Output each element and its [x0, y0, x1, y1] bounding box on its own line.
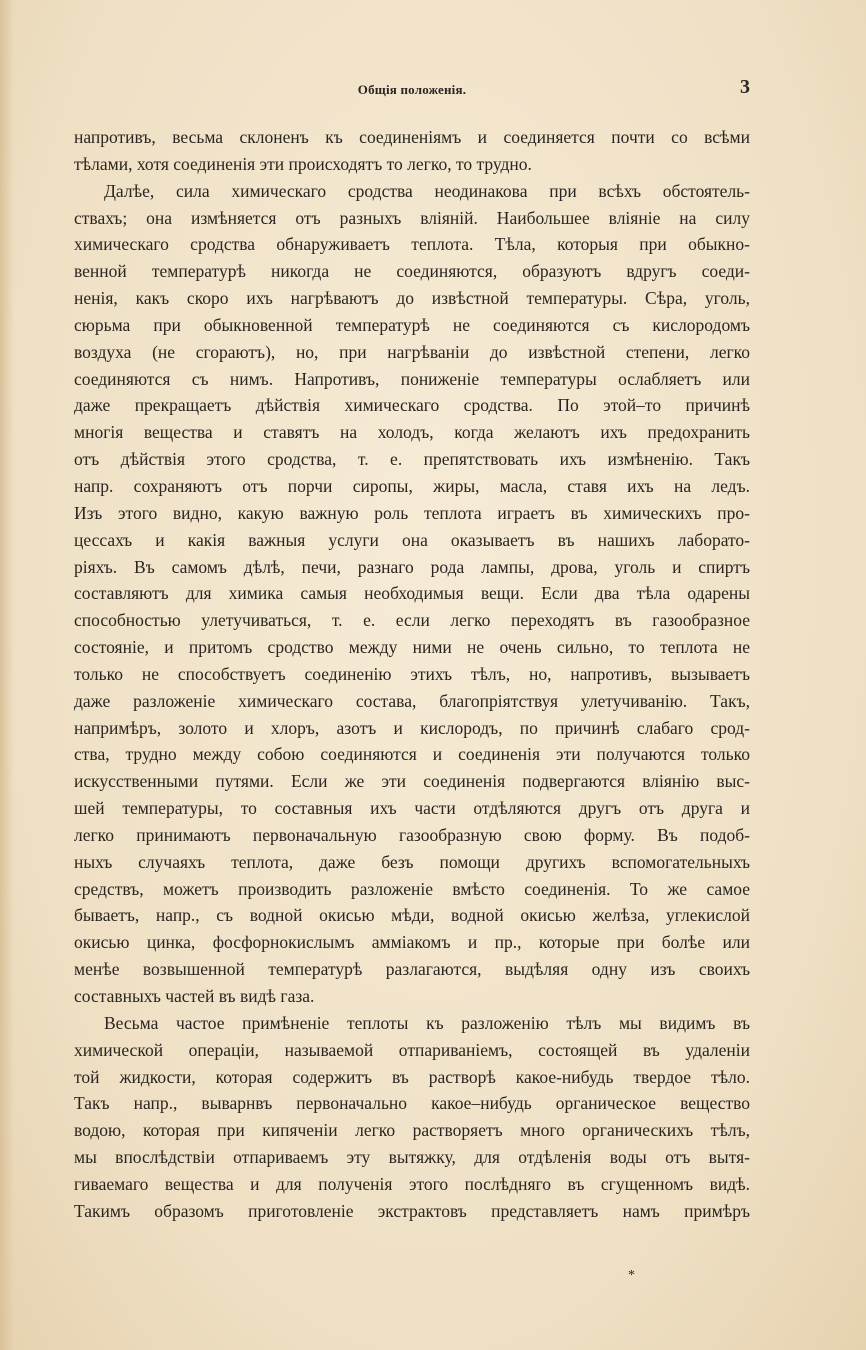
text-line: той жидкости, которая содержитъ въ растворѣ какое-нибудь твердое тѣло. — [74, 1066, 750, 1087]
paragraph-start-line: Весьма частое примѣненіе теплоты къ разложенію тѣлъ мы видимъ въ — [104, 1012, 750, 1033]
running-head: Общія положенія. — [357, 82, 467, 97]
text-line: бываетъ, напр., съ водной окисью мѣди, водной окисью желѣза, углекислой — [74, 905, 750, 926]
text-line: составныхъ частей въ видѣ газа. — [74, 986, 315, 1006]
text-line: отъ дѣйствія этого сродства, т. е. препятствовать ихъ измѣненію. Такъ — [74, 449, 750, 470]
text-line: венной температурѣ никогда не соединяются, образуютъ вдругъ соеди- — [74, 261, 750, 282]
text-line: мы впослѣдствіи отпариваемъ эту вытяжку, для отдѣленія воды отъ вытя- — [74, 1147, 750, 1168]
text-line: менѣе возвышенной температурѣ разлагаются, выдѣляя одну изъ своихъ — [74, 959, 750, 980]
text-line: напротивъ, весьма склоненъ къ соединеніямъ и соединяется почти со всѣми — [74, 127, 750, 147]
text-line: напр. сохраняютъ отъ порчи сиропы, жиры, масла, ставя ихъ на ледъ. — [74, 475, 750, 496]
text-line: даже прекращаетъ дѣйствія химическаго сродства. По этой–то причинѣ — [74, 395, 750, 416]
text-line: только не способствуетъ соединенію этихъ тѣлъ, но, напротивъ, вызываетъ — [74, 663, 750, 684]
text-line: водою, которая при кипяченіи легко растворяетъ много органическихъ тѣлъ, — [74, 1120, 750, 1141]
text-line: напримѣръ, золото и хлоръ, азотъ и кислородъ, по причинѣ слабаго срод- — [74, 717, 750, 738]
text-line: ства, трудно между собою соединяются и соединенія эти получаются только — [74, 744, 750, 765]
text-line: состояніе, и притомъ сродство между ними не очень сильно, то теплота не — [74, 637, 750, 658]
text-line: воздуха (не сгораютъ), но, при нагрѣваніи до извѣстной степени, легко — [74, 341, 750, 362]
text-line: легко принимаютъ первоначальную газообразную свою форму. Въ подоб- — [74, 824, 750, 845]
text-line: ненія, какъ скоро ихъ нагрѣваютъ до извѣстной температуры. Сѣра, уголь, — [74, 288, 750, 309]
paragraph-start-line: Далѣе, сила химическаго сродства неодинакова при всѣхъ обстоятель- — [104, 180, 750, 201]
text-line: Изъ этого видно, какую важную роль теплота играетъ въ химическихъ про- — [74, 502, 750, 523]
text-line: сюрьма при обыкновенной температурѣ не соединяются съ кислородомъ — [74, 314, 750, 335]
page-number: 3 — [740, 76, 750, 98]
text-line: ныхъ случаяхъ теплота, даже безъ помощи другихъ вспомогательныхъ — [74, 851, 750, 872]
text-line: окисью цинка, фосфорнокислымъ аммiакомъ и пр., которые при болѣе или — [74, 932, 750, 953]
text-line: Такимъ образомъ приготовленіе экстрактовъ представляетъ намъ примѣръ — [74, 1200, 750, 1221]
text-line: составляютъ для химика самыя необходимыя вещи. Если два тѣла одарены — [74, 583, 750, 604]
text-line: шей температуры, то составныя ихъ части отдѣляются другъ отъ друга и — [74, 798, 750, 819]
text-line: способностью улетучиваться, т. е. если легко переходятъ въ газообразное — [74, 610, 750, 631]
text-line: химической операціи, называемой отпариваніемъ, состоящей въ удаленіи — [74, 1039, 750, 1060]
text-line: даже разложеніе химическаго состава, благопріятствуя улетучиванію. Такъ, — [74, 690, 750, 711]
text-line: Такъ напр., выварнвъ первоначально какое–нибудь органическое вещество — [74, 1093, 750, 1114]
page-edge — [0, 0, 14, 1350]
footnote-mark: * — [628, 1268, 635, 1283]
body-text — [74, 124, 750, 1225]
text-line: гиваемаго вещества и для полученія этого послѣдняго въ сгущенномъ видѣ. — [74, 1173, 750, 1194]
text-line: многія вещества и ставятъ на холодъ, когда желаютъ ихъ предохранить — [74, 422, 750, 443]
text-line: химическаго сродства обнаруживаетъ теплота. Тѣла, которыя при обыкно- — [74, 234, 750, 255]
text-line: тѣлами, хотя соединенія эти происходятъ то легко, то трудно. — [74, 153, 532, 174]
text-line: ствахъ; она измѣняется отъ разныхъ вліяній. Наибольшее вліяніе на силу — [74, 207, 750, 228]
text-line: цессахъ и какія важныя услуги она оказываетъ въ нашихъ лаборато- — [74, 529, 750, 550]
text-line: средствъ, можетъ производить разложеніе вмѣсто соединенія. То же самое — [74, 878, 750, 899]
text-line: ріяхъ. Въ самомъ дѣлѣ, печи, разнаго рода лампы, дрова, уголь и спиртъ — [74, 556, 750, 577]
text-line: искусственными путями. Если же эти соединенія подвергаются вліянію выс- — [74, 771, 750, 792]
text-line: соединяются съ нимъ. Напротивъ, пониженіе температуры ослабляетъ или — [74, 368, 750, 389]
page-header — [74, 76, 750, 102]
